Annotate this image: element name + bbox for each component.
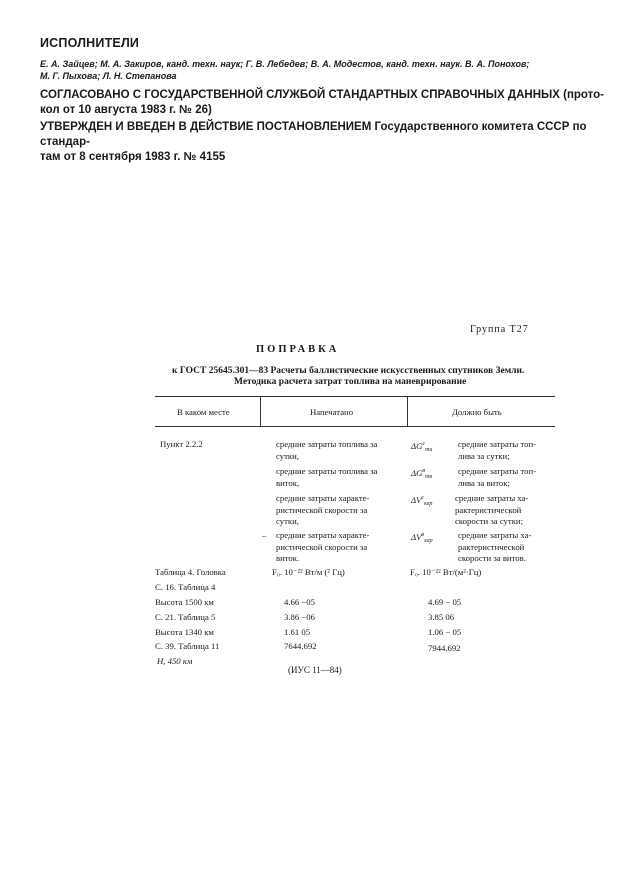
column-header-should-be: Должно быть (452, 407, 502, 417)
symbol-sub: хар (424, 538, 433, 544)
place-cell: С. 39. Таблица 11 (155, 641, 220, 651)
printed-text: средние затраты топлива за (276, 439, 378, 449)
should-text: скорости за сутки; (455, 516, 523, 526)
place-cell: Высота 1500 км (155, 597, 214, 607)
symbol-sup: в (422, 468, 425, 474)
agreed-statement (40, 88, 610, 118)
symbol-sup: в (421, 532, 425, 538)
symbol-sub: тв (424, 474, 432, 480)
symbol-sup: с (422, 441, 426, 447)
should-cell: F₀. 10⁻²² Вт/(м²·Гц) (410, 567, 482, 577)
symbol-dV-ker (411, 493, 432, 511)
printed-cell-4 (276, 530, 402, 565)
symbol-text: ΔG (411, 468, 423, 478)
should-text: скорости за витов. (458, 553, 526, 563)
printed-cell: 1.61 05 (284, 627, 311, 637)
should-text: рактеристической (458, 541, 525, 552)
place-cell: С. 21. Таблица 5 (155, 612, 216, 622)
symbol-dG-ti (411, 439, 432, 457)
amendment-title: ПОПРАВКА (256, 344, 340, 355)
symbol-dG-tv (411, 466, 432, 484)
should-text: средние затраты ха- (458, 530, 532, 540)
should-text: средние затраты топ- (458, 439, 537, 449)
approved-statement (40, 120, 610, 165)
should-cell: 1.06 − 05 (428, 627, 462, 637)
should-text: лива за сутки; (458, 450, 510, 461)
printed-text: виток, (276, 477, 300, 488)
printed-cell: 3.86 −06 (284, 612, 315, 622)
printed-text: ристической скорости за (276, 541, 368, 552)
should-text: рактеристической (455, 504, 522, 515)
authors-line-1: Е. А. Зайцев; М. А. Закиров, канд. техн. наук; Г. В. Лебедев; В. А. Модестов, канд. техн. наук. В. А. Понохов; (40, 59, 530, 69)
table-header-rule (155, 426, 555, 427)
should-cell-3 (455, 493, 559, 528)
symbol-sup: с (421, 495, 425, 501)
printed-text: средние затраты характе- (276, 493, 370, 503)
should-cell: 7944.692 (428, 643, 461, 653)
printed-text: средние затраты топлива за (276, 466, 378, 476)
place-cell: Пункт 2.2.2 (160, 439, 203, 449)
approved-line-2: там от 8 сентября 1983 г. № 4155 (40, 151, 226, 163)
amendment-footer: (ИУС 11—84) (288, 665, 342, 675)
printed-cell: F₀. 10⁻²² Вт/м (² Гц) (272, 567, 345, 577)
place-cell: С. 16. Таблица 4 (155, 582, 216, 592)
column-header-place: В каком месте (177, 407, 230, 417)
table-vrule-1 (260, 396, 261, 426)
printed-cell-2 (276, 466, 402, 489)
amendment-subtitle-1: к ГОСТ 25645.301—83 Расчеты баллистические искусственных спутников Земли. (172, 366, 525, 376)
symbol-text: ΔV (411, 532, 422, 542)
should-cell-4 (458, 530, 558, 565)
column-header-printed: Напечатано (310, 407, 354, 417)
printed-text: средние затраты характе- (276, 530, 370, 540)
printed-text: ристической скорости за (276, 504, 368, 515)
symbol-text: ΔG (411, 441, 423, 451)
authors-list (40, 58, 610, 82)
symbol-text: ΔV (411, 495, 422, 505)
symbol-dV-har (411, 530, 433, 548)
dash-mark: – (262, 530, 267, 540)
place-cell: Высота 1340 км (155, 627, 214, 637)
table-top-rule (155, 396, 555, 397)
printed-text: сутки, (276, 516, 299, 526)
approved-line-1: УТВЕРЖДЕН И ВВЕДЕН В ДЕЙСТВИЕ ПОСТАНОВЛЕНИЕМ Государственного комитета СССР по стандар- (40, 121, 587, 148)
printed-text: сутки, (276, 450, 299, 461)
symbol-sub: кер (424, 501, 433, 507)
table-vrule-2 (407, 396, 408, 426)
printed-text: виток. (276, 553, 300, 563)
should-cell: 3.85 06 (428, 612, 455, 622)
group-code: Группа Т27 (470, 324, 529, 335)
should-cell: 4.69 − 05 (428, 597, 462, 607)
should-cell-2 (458, 466, 558, 489)
symbol-sub: ти (425, 447, 433, 453)
agreed-line-2: кол от 10 августа 1983 г. № 26) (40, 104, 212, 116)
should-text: средние затраты ха- (455, 493, 529, 503)
should-text: лива за виток; (458, 477, 510, 488)
agreed-line-1: СОГЛАСОВАНО С ГОСУДАРСТВЕННОЙ СЛУЖБОЙ СТАНДАРТНЫХ СПРАВОЧНЫХ ДАННЫХ (прото- (40, 89, 604, 101)
printed-cell: 7644.692 (284, 641, 317, 651)
printed-cell-1 (276, 439, 402, 462)
printed-cell-3 (276, 493, 402, 528)
amendment-subtitle-2: Методика расчета затрат топлива на маневрирование (234, 377, 467, 387)
printed-cell: 4.66 −05 (284, 597, 315, 607)
place-cell: Таблица 4. Головка (155, 567, 226, 577)
executors-title: ИСПОЛНИТЕЛИ (40, 36, 140, 50)
should-cell-1 (458, 439, 558, 462)
should-text: средние затраты топ- (458, 466, 537, 476)
authors-line-2: М. Г. Пыхова; Л. Н. Степанова (40, 71, 177, 81)
place-cell: H, 450 км (157, 656, 193, 666)
